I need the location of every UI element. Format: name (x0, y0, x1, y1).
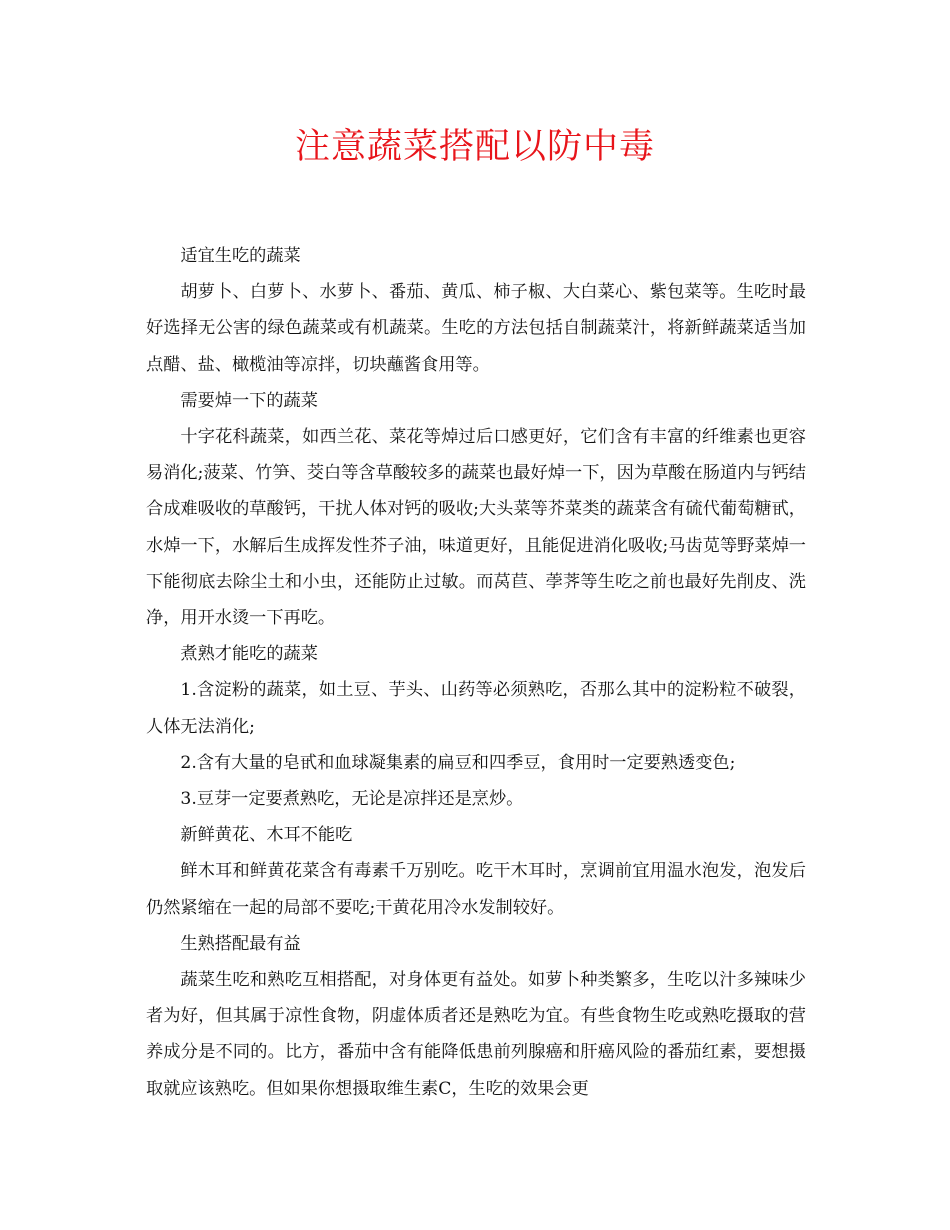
list-item: 1.含淀粉的蔬菜，如土豆、芋头、山药等必须熟吃，否那么其中的淀粉粒不破裂，人体无法消化; (146, 680, 806, 737)
document-body (146, 238, 806, 1107)
section-heading: 生熟搭配最有益 (180, 933, 301, 954)
section-heading: 适宜生吃的蔬菜 (180, 246, 301, 266)
section-heading: 煮熟才能吃的蔬菜 (180, 644, 318, 665)
section-heading: 需要焯一下的蔬菜 (180, 390, 318, 411)
list-item: 3.豆芽一定要煮熟吃，无论是凉拌还是烹炒。 (180, 789, 524, 810)
body-paragraph: 胡萝卜、白萝卜、水萝卜、番茄、黄瓜、柿子椒、大白菜心、紫包菜等。生吃时最好选择无公害的绿色蔬菜或有机蔬菜。生吃的方法包括自制蔬菜汁，将新鲜蔬菜适当加点醋、盐、橄榄油等凉拌，切块蘸酱食用等。 (146, 282, 806, 375)
body-paragraph: 鲜木耳和鲜黄花菜含有毒素千万别吃。吃干木耳时，烹调前宜用温水泡发，泡发后仍然紧缩在一起的局部不要吃;干黄花用冷水发制较好。 (146, 861, 806, 918)
body-paragraph: 十字花科蔬菜，如西兰花、菜花等焯过后口感更好，它们含有丰富的纤维素也更容易消化;菠菜、竹笋、茭白等含草酸较多的蔬菜也最好焯一下，因为草酸在肠道内与钙结合成难吸收的草酸钙，干扰人体对钙的吸收;大头菜等芥菜类的蔬菜含有硫代葡萄糖甙，水焯一下，水解后生成挥发性芥子油，味道更好，且能促进消化吸收;马齿苋等野菜焯一下能彻底去除尘土和小虫，还能防止过敏。而莴苣、荸荠等生吃之前也最好先削皮、洗净，用开水烫一下再吃。 (146, 427, 806, 629)
list-item: 2.含有大量的皂甙和血球凝集素的扁豆和四季豆，食用时一定要熟透变色; (180, 752, 736, 773)
document-title: 注意蔬菜搭配以防中毒 (294, 127, 655, 167)
section-heading: 新鲜黄花、木耳不能吃 (180, 825, 353, 846)
body-paragraph: 蔬菜生吃和熟吃互相搭配，对身体更有益处。如萝卜种类繁多，生吃以汁多辣味少者为好，但其属于凉性食物，阴虚体质者还是熟吃为宜。有些食物生吃或熟吃摄取的营养成分是不同的。比方，番茄中含有能降低患前列腺癌和肝癌风险的番茄红素，要想摄取就应该熟吃。但如果你想摄取维生素C，生吃的效果会更 (146, 970, 806, 1099)
